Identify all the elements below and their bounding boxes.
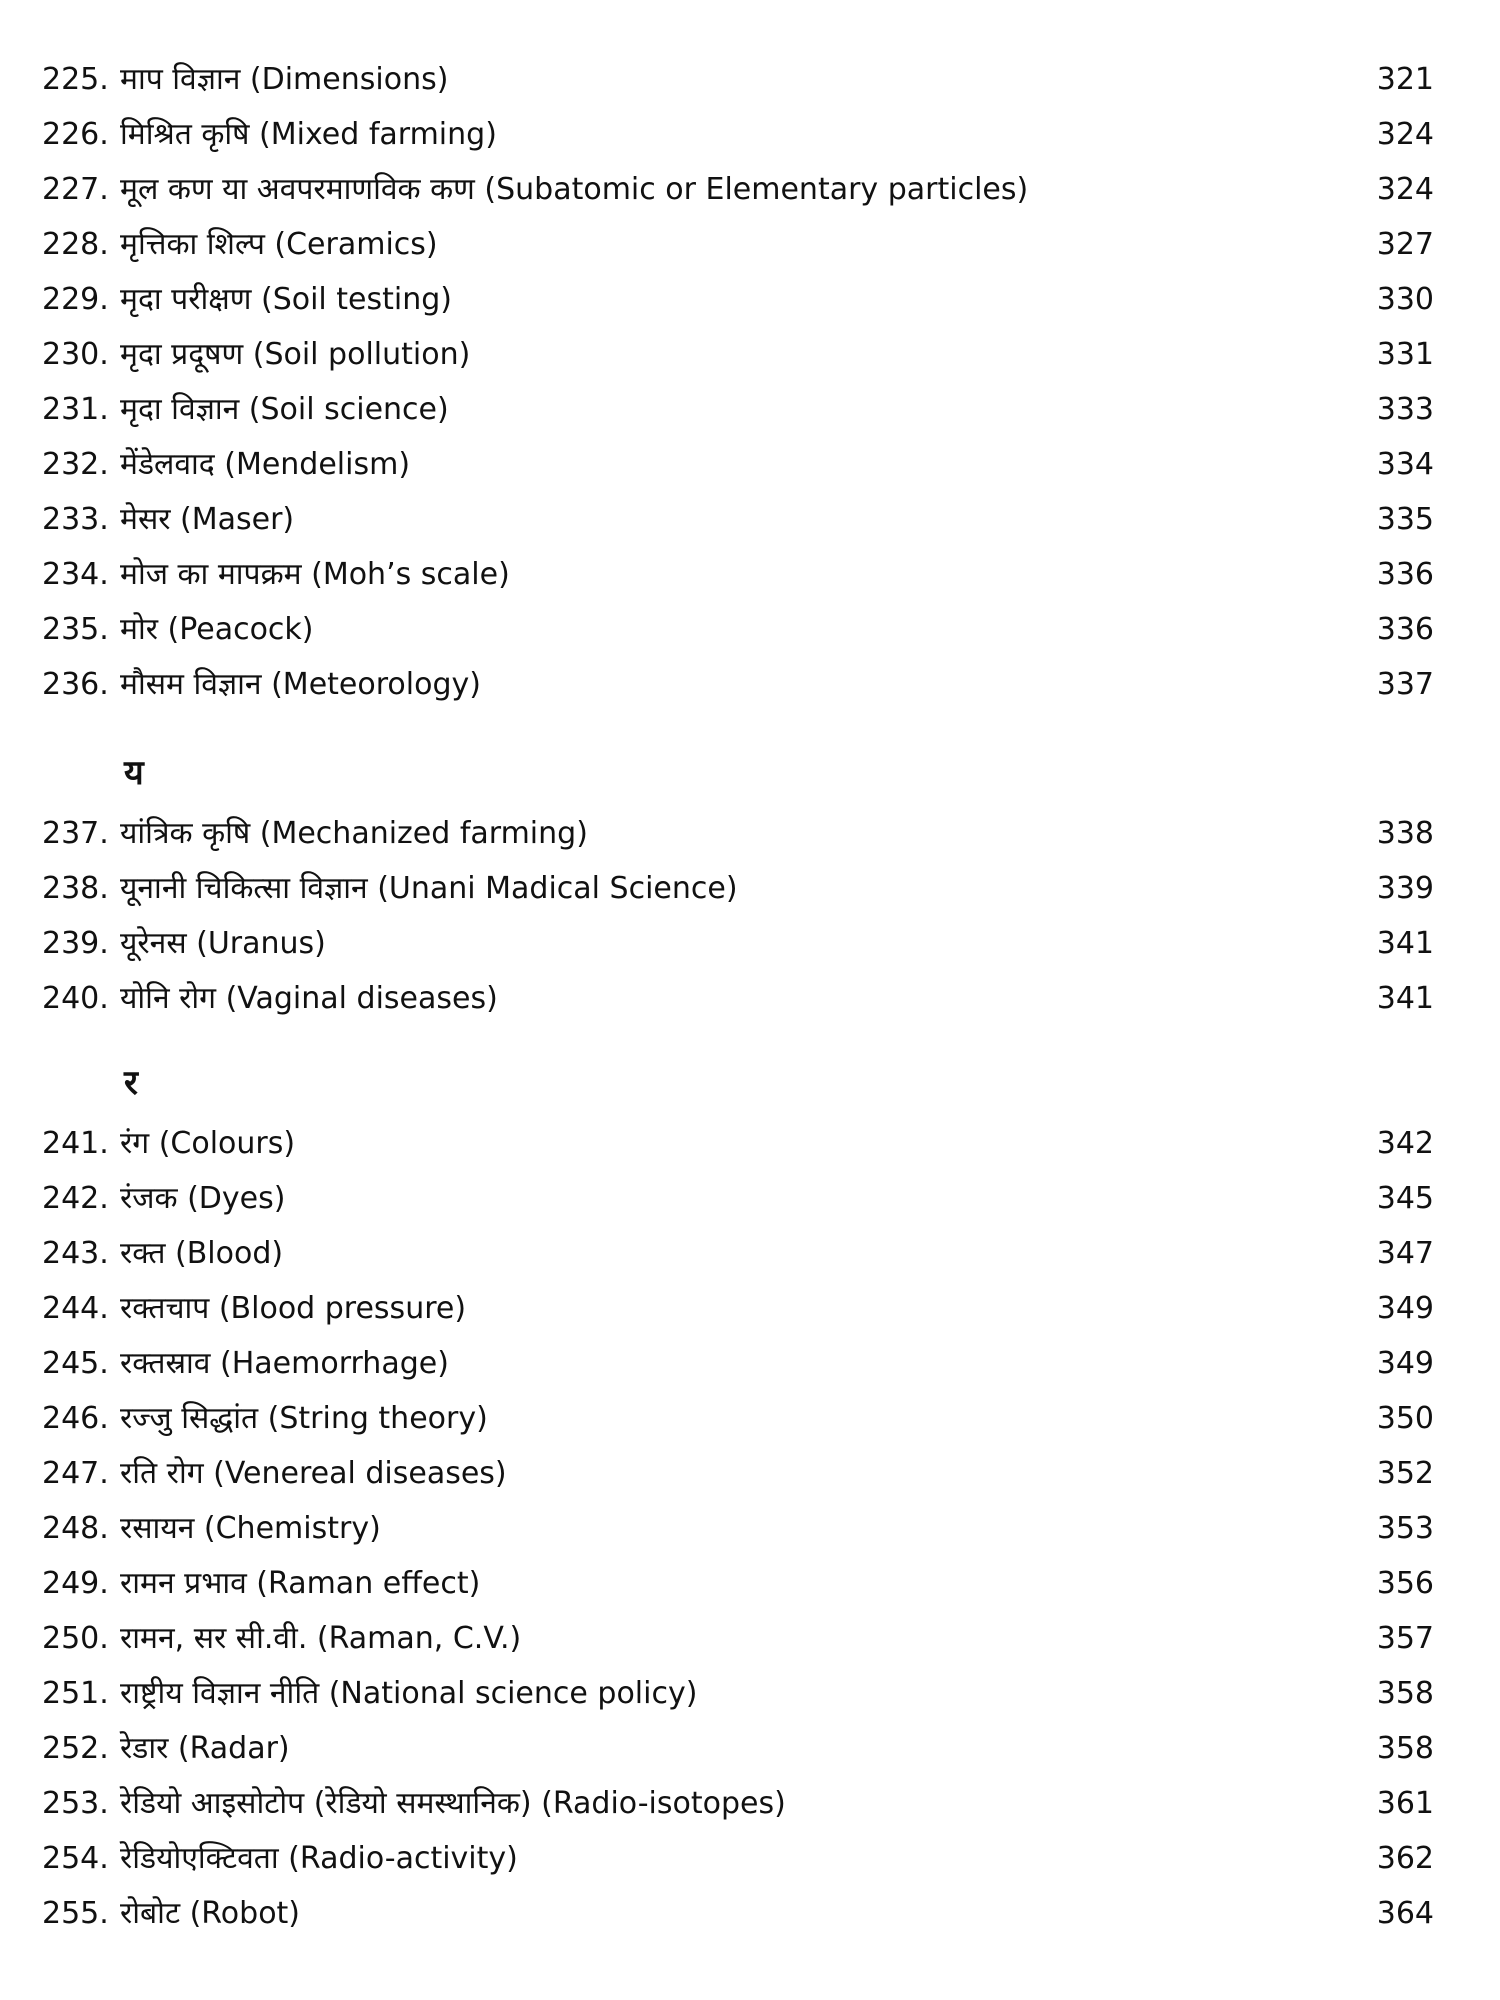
entry-page-number: 339 [1376, 871, 1434, 906]
toc-entry-text [42, 547, 510, 602]
entry-page-number: 352 [1376, 1456, 1434, 1491]
toc-entry [42, 107, 1434, 162]
entry-number: 229. [42, 282, 109, 317]
entry-page-number: 361 [1376, 1786, 1434, 1821]
entry-title: यूरेनस (Uranus) [120, 926, 326, 961]
toc-entry [42, 382, 1434, 437]
toc-entry [42, 1831, 1434, 1886]
entry-number: 243. [42, 1236, 109, 1271]
entry-page-number: 358 [1376, 1676, 1434, 1711]
entry-number: 238. [42, 871, 109, 906]
toc-entry [42, 1886, 1434, 1941]
toc-entry-text [42, 971, 498, 1026]
toc-entry [42, 1446, 1434, 1501]
toc-entry-text [42, 1226, 283, 1281]
toc-entry-text [42, 1611, 521, 1666]
entry-page-number: 364 [1376, 1896, 1434, 1931]
entry-number: 245. [42, 1346, 109, 1381]
toc-entry [42, 1226, 1434, 1281]
toc-entry [42, 1336, 1434, 1391]
entry-number: 225. [42, 62, 109, 97]
entry-number: 240. [42, 981, 109, 1016]
toc-entry [42, 327, 1434, 382]
entry-title: मृदा विज्ञान (Soil science) [120, 392, 449, 427]
entry-title: मेंडेलवाद (Mendelism) [120, 447, 411, 482]
toc-entry [42, 437, 1434, 492]
toc-entry [42, 1501, 1434, 1556]
toc-entry [42, 916, 1434, 971]
toc-entry [42, 1116, 1434, 1171]
toc-entry-text [42, 602, 314, 657]
entry-title: माप विज्ञान (Dimensions) [120, 62, 449, 97]
toc-entry-text [42, 437, 410, 492]
toc-entry [42, 547, 1434, 602]
entry-number: 244. [42, 1291, 109, 1326]
entry-page-number: 362 [1376, 1841, 1434, 1876]
entry-page-number: 321 [1376, 62, 1434, 97]
entry-number: 241. [42, 1126, 109, 1161]
toc-entry-text [42, 806, 588, 861]
toc-entry-text [42, 1721, 290, 1776]
toc-entry [42, 217, 1434, 272]
entry-page-number: 324 [1376, 117, 1434, 152]
entry-title: रंग (Colours) [120, 1126, 296, 1161]
toc-entry [42, 52, 1434, 107]
entry-title: मौसम विज्ञान (Meteorology) [120, 667, 481, 702]
toc-entry-text [42, 107, 497, 162]
toc-entry [42, 806, 1434, 861]
entry-number: 252. [42, 1731, 109, 1766]
toc-entry [42, 492, 1434, 547]
entry-page-number: 341 [1376, 981, 1434, 1016]
toc-entry-text [42, 1446, 507, 1501]
toc-group-ra [42, 1116, 1434, 1941]
toc-entry-text [42, 1886, 300, 1941]
toc-entry [42, 971, 1434, 1026]
entry-title: मृदा परीक्षण (Soil testing) [120, 282, 453, 317]
entry-title: मिश्रित कृषि (Mixed farming) [120, 117, 497, 152]
entry-page-number: 334 [1376, 447, 1434, 482]
entry-title: रामन, सर सी.वी. (Raman, C.V.) [120, 1621, 522, 1656]
entry-page-number: 324 [1376, 172, 1434, 207]
entry-number: 254. [42, 1841, 109, 1876]
toc-entry [42, 1776, 1434, 1831]
toc-group-ya [42, 806, 1434, 1026]
toc-entry-text [42, 492, 294, 547]
entry-number: 232. [42, 447, 109, 482]
toc-entry [42, 861, 1434, 916]
entry-title: रति रोग (Venereal diseases) [120, 1456, 507, 1491]
toc-entry-text [42, 1116, 295, 1171]
entry-number: 226. [42, 117, 109, 152]
toc-entry-text [42, 1556, 480, 1611]
entry-page-number: 330 [1376, 282, 1434, 317]
entry-number: 233. [42, 502, 109, 537]
entry-page-number: 336 [1376, 612, 1434, 647]
toc-entry-text [42, 272, 452, 327]
entry-page-number: 333 [1376, 392, 1434, 427]
entry-title: राष्ट्रीय विज्ञान नीति (National science policy) [120, 1676, 698, 1711]
toc-entry-text [42, 1336, 449, 1391]
toc-entry-text [42, 1391, 488, 1446]
entry-number: 231. [42, 392, 109, 427]
section-heading-ya: य [124, 753, 144, 793]
toc-entry [42, 1556, 1434, 1611]
entry-number: 248. [42, 1511, 109, 1546]
toc-entry [42, 1666, 1434, 1721]
toc-entry-text [42, 916, 326, 971]
entry-title: रक्तचाप (Blood pressure) [120, 1291, 467, 1326]
entry-number: 239. [42, 926, 109, 961]
entry-page-number: 331 [1376, 337, 1434, 372]
toc-entry-text [42, 1831, 518, 1886]
entry-number: 242. [42, 1181, 109, 1216]
entry-number: 235. [42, 612, 109, 647]
entry-page-number: 327 [1376, 227, 1434, 262]
entry-number: 236. [42, 667, 109, 702]
entry-title: रक्तस्राव (Haemorrhage) [120, 1346, 449, 1381]
entry-title: रोबोट (Robot) [120, 1896, 301, 1931]
entry-title: मोज का मापक्रम (Moh’s scale) [120, 557, 510, 592]
toc-entry [42, 272, 1434, 327]
entry-number: 234. [42, 557, 109, 592]
entry-title: रेडार (Radar) [120, 1731, 290, 1766]
entry-title: मृदा प्रदूषण (Soil pollution) [120, 337, 471, 372]
toc-entry-text [42, 1666, 697, 1721]
toc-entry-text [42, 861, 738, 916]
toc-entry-text [42, 52, 448, 107]
entry-title: यांत्रिक कृषि (Mechanized farming) [120, 816, 588, 851]
toc-entry-text [42, 382, 449, 437]
entry-title: मेसर (Maser) [120, 502, 295, 537]
entry-page-number: 342 [1376, 1126, 1434, 1161]
entry-page-number: 341 [1376, 926, 1434, 961]
entry-number: 255. [42, 1896, 109, 1931]
entry-page-number: 349 [1376, 1291, 1434, 1326]
section-heading-ra: र [124, 1063, 138, 1103]
toc-entry-text [42, 1501, 381, 1556]
entry-title: रेडियो आइसोटोप (रेडियो समस्थानिक) (Radio-isotopes) [120, 1786, 786, 1821]
entry-page-number: 356 [1376, 1566, 1434, 1601]
entry-page-number: 350 [1376, 1401, 1434, 1436]
toc-entry-text [42, 657, 481, 712]
entry-page-number: 349 [1376, 1346, 1434, 1381]
entry-number: 246. [42, 1401, 109, 1436]
toc-entry [42, 1721, 1434, 1776]
entry-number: 228. [42, 227, 109, 262]
entry-title: रेडियोएक्टिवता (Radio-activity) [120, 1841, 518, 1876]
entry-number: 253. [42, 1786, 109, 1821]
entry-title: मृत्तिका शिल्प (Ceramics) [120, 227, 438, 262]
entry-title: मोर (Peacock) [120, 612, 314, 647]
entry-page-number: 347 [1376, 1236, 1434, 1271]
entry-number: 251. [42, 1676, 109, 1711]
toc-entry-text [42, 162, 1028, 217]
entry-number: 237. [42, 816, 109, 851]
entry-page-number: 357 [1376, 1621, 1434, 1656]
entry-number: 249. [42, 1566, 109, 1601]
entry-page-number: 353 [1376, 1511, 1434, 1546]
entry-title: रज्जु सिद्धांत (String theory) [120, 1401, 488, 1436]
entry-number: 230. [42, 337, 109, 372]
entry-page-number: 336 [1376, 557, 1434, 592]
toc-entry [42, 1281, 1434, 1336]
entry-number: 227. [42, 172, 109, 207]
toc-entry-text [42, 1281, 466, 1336]
toc-entry-text [42, 1776, 786, 1831]
entry-page-number: 335 [1376, 502, 1434, 537]
entry-title: रंजक (Dyes) [120, 1181, 286, 1216]
entry-title: रक्त (Blood) [120, 1236, 284, 1271]
entry-number: 247. [42, 1456, 109, 1491]
entry-page-number: 358 [1376, 1731, 1434, 1766]
toc-entry [42, 1171, 1434, 1226]
toc-entry-text [42, 1171, 285, 1226]
entry-page-number: 345 [1376, 1181, 1434, 1216]
toc-group-main [42, 52, 1434, 712]
entry-page-number: 337 [1376, 667, 1434, 702]
entry-title: रामन प्रभाव (Raman effect) [120, 1566, 481, 1601]
entry-page-number: 338 [1376, 816, 1434, 851]
toc-entry [42, 1611, 1434, 1666]
entry-number: 250. [42, 1621, 109, 1656]
toc-entry [42, 657, 1434, 712]
entry-title: योनि रोग (Vaginal diseases) [120, 981, 498, 1016]
toc-entry [42, 602, 1434, 657]
entry-title: मूल कण या अवपरमाणविक कण (Subatomic or Elementary particles) [120, 172, 1029, 207]
toc-entry [42, 162, 1434, 217]
entry-title: यूनानी चिकित्सा विज्ञान (Unani Madical Science) [120, 871, 738, 906]
toc-entry-text [42, 217, 438, 272]
toc-entry [42, 1391, 1434, 1446]
entry-title: रसायन (Chemistry) [120, 1511, 381, 1546]
toc-entry-text [42, 327, 470, 382]
